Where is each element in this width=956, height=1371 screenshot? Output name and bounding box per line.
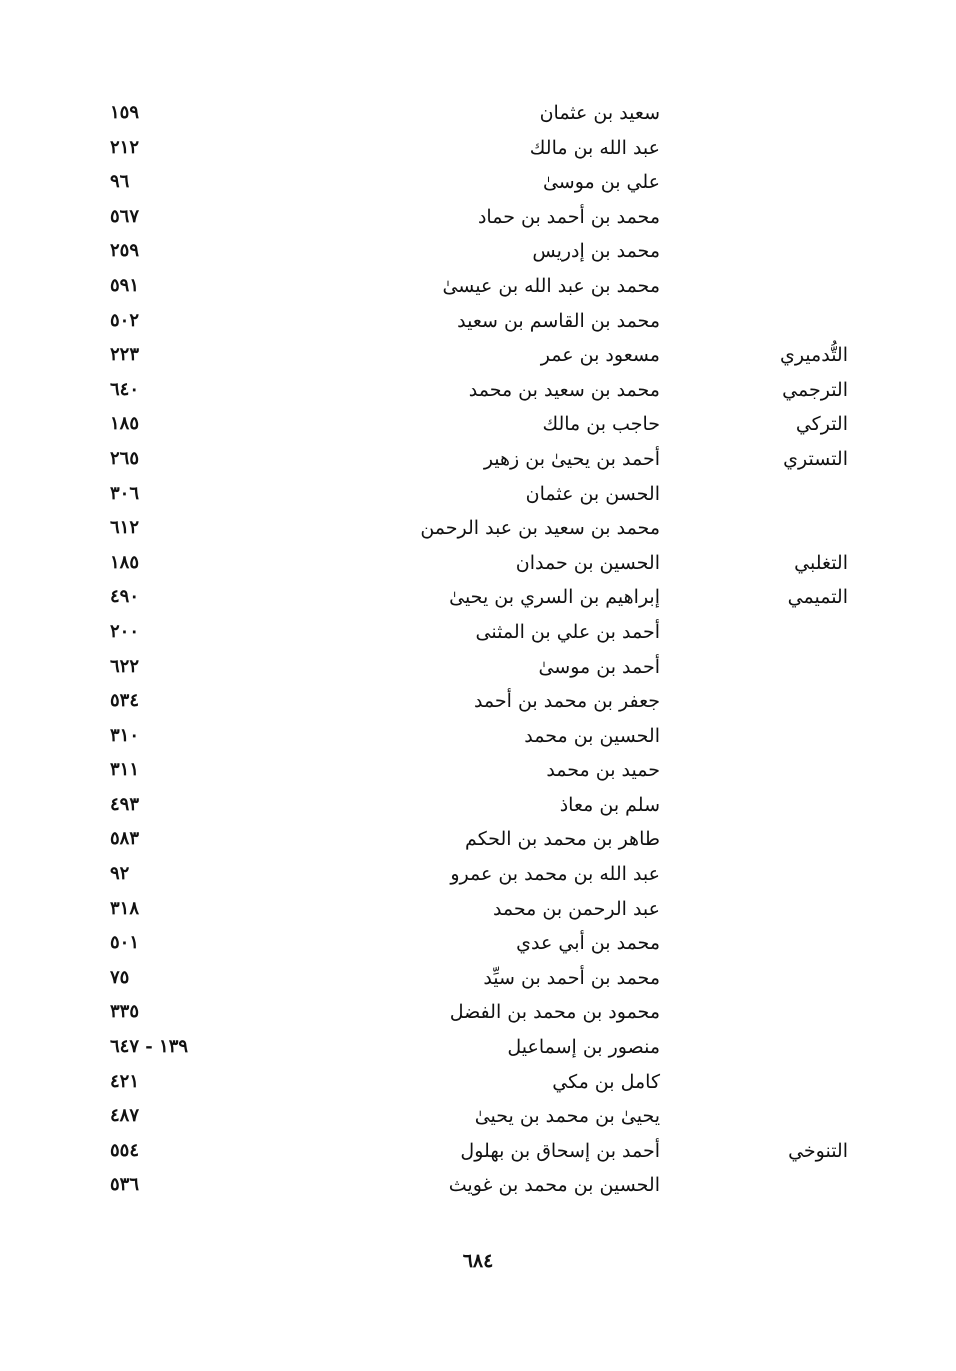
page-reference: ٣١٨ <box>110 897 140 919</box>
index-entry <box>0 96 956 131</box>
person-name: مسعود بن عمر <box>540 344 660 367</box>
index-entry <box>0 1099 956 1134</box>
page-reference: ١٨٥ <box>110 551 140 573</box>
index-entry <box>0 338 956 373</box>
index-entry <box>0 650 956 685</box>
person-name: الحسين بن حمدان <box>515 551 660 574</box>
person-name: أحمد بن موسىٰ <box>538 655 660 678</box>
page-reference: ٦٢٢ <box>110 655 140 677</box>
page-reference: ٩٦ <box>110 171 130 193</box>
page-reference: ١٨٥ <box>110 413 140 435</box>
page-reference: ٥٦٧ <box>110 205 140 227</box>
index-entry <box>0 719 956 754</box>
person-name: محمد بن سعيد بن محمد <box>468 378 660 401</box>
index-entry <box>0 407 956 442</box>
index-entry <box>0 684 956 719</box>
person-name: محمد بن أبي عدي <box>516 932 660 955</box>
page-reference: ١٣٩ - ٦٤٧ <box>110 1036 189 1058</box>
page-reference: ٦١٢ <box>110 517 140 539</box>
person-name: حاجب بن مالك <box>542 413 660 436</box>
page-reference: ٣١١ <box>110 759 140 781</box>
page-number: ٦٨٤ <box>462 1250 494 1272</box>
nisba-label: التميمي <box>787 586 848 609</box>
person-name: سلم بن معاذ <box>559 793 660 816</box>
index-entry <box>0 857 956 892</box>
index-entry <box>0 615 956 650</box>
index-entry <box>0 1134 956 1169</box>
index-entry <box>0 546 956 581</box>
nisba-label: الترجمي <box>782 378 848 401</box>
person-name: أحمد بن إسحاق بن بهلول <box>460 1139 660 1162</box>
name-index-list <box>0 96 956 1203</box>
person-name: محمد بن أحمد بن حماد <box>477 205 660 228</box>
person-name: محمد بن سعيد بن عبد الرحمن <box>420 517 660 540</box>
person-name: سعيد بن عثمان <box>539 102 660 124</box>
person-name: محمد بن القاسم بن سعيد <box>457 309 660 332</box>
person-name: الحسن بن عثمان <box>525 482 660 505</box>
index-entry <box>0 1030 956 1065</box>
page-reference: ٥٠٢ <box>110 309 140 331</box>
index-entry <box>0 165 956 200</box>
page-reference: ٣٠٦ <box>110 482 140 504</box>
page-reference: ٢٦٥ <box>110 447 140 469</box>
nisba-label: التنوخي <box>788 1139 848 1162</box>
index-entry <box>0 442 956 477</box>
page-reference: ٥٨٣ <box>110 828 140 850</box>
index-entry <box>0 269 956 304</box>
index-entry <box>0 477 956 512</box>
person-name: أحمد بن يحيىٰ بن زهير <box>483 447 660 470</box>
index-entry <box>0 304 956 339</box>
index-entry <box>0 131 956 166</box>
person-name: كامل بن مكي <box>552 1070 660 1093</box>
person-name: منصور بن إسماعيل <box>507 1036 660 1059</box>
person-name: الحسين بن محمد <box>524 724 660 747</box>
page-reference: ٥٣٦ <box>110 1174 140 1196</box>
page-reference: ٥٩١ <box>110 274 140 296</box>
page-reference: ٢٢٣ <box>110 344 140 366</box>
page-reference: ٤٩٣ <box>110 793 140 815</box>
person-name: أحمد بن علي بن المثنى <box>475 620 660 643</box>
page-reference: ٥٠١ <box>110 932 140 954</box>
page-reference: ٤٢١ <box>110 1070 140 1092</box>
index-entry <box>0 1168 956 1203</box>
page-reference: ٢٥٩ <box>110 240 140 262</box>
person-name: عبد الله بن مالك <box>529 136 660 159</box>
index-entry <box>0 995 956 1030</box>
nisba-label: التُّدميري <box>779 344 848 367</box>
page-reference: ٤٨٧ <box>110 1105 140 1127</box>
index-entry <box>0 788 956 823</box>
page-reference: ٢٠٠ <box>110 620 140 642</box>
nisba-label: التغلبي <box>794 551 848 574</box>
page-reference: ٧٥ <box>110 966 130 988</box>
person-name: يحيىٰ بن محمد بن يحيىٰ <box>474 1105 660 1128</box>
index-entry <box>0 511 956 546</box>
index-entry <box>0 234 956 269</box>
person-name: محمد بن إدريس <box>532 240 660 263</box>
page-reference: ٤٩٠ <box>110 586 140 608</box>
index-entry <box>0 822 956 857</box>
person-name: جعفر بن محمد بن أحمد <box>473 690 660 713</box>
index-entry <box>0 753 956 788</box>
page-reference: ٣٣٥ <box>110 1001 140 1023</box>
page-reference: ٣١٠ <box>110 724 140 746</box>
index-entry <box>0 200 956 235</box>
person-name: عبد الرحمن بن محمد <box>492 897 660 920</box>
person-name: طاهر بن محمد بن الحكم <box>465 828 660 851</box>
page-reference: ٥٥٤ <box>110 1139 140 1161</box>
page-reference: ١٥٩ <box>110 102 140 123</box>
index-entry <box>0 892 956 927</box>
person-name: محمد بن أحمد بن سيِّد <box>483 966 660 989</box>
page-reference: ٦٤٠ <box>110 378 140 400</box>
page-reference: ٥٣٤ <box>110 690 140 712</box>
nisba-label: التستري <box>783 447 848 470</box>
person-name: عبد الله بن محمد بن عمرو <box>450 863 660 886</box>
index-entry <box>0 373 956 408</box>
person-name: الحسين بن محمد بن غويث <box>448 1174 660 1197</box>
index-entry <box>0 1065 956 1100</box>
person-name: محمود بن محمد بن الفضل <box>449 1001 660 1024</box>
person-name: محمد بن عبد الله بن عيسىٰ <box>442 274 660 297</box>
person-name: إبراهيم بن السري بن يحيىٰ <box>449 586 660 609</box>
page-reference: ٢١٢ <box>110 136 140 158</box>
index-entry <box>0 580 956 615</box>
index-entry <box>0 926 956 961</box>
index-entry <box>0 961 956 996</box>
page-reference: ٩٢ <box>110 863 130 885</box>
nisba-label: التركي <box>795 413 848 436</box>
person-name: علي بن موسىٰ <box>542 171 660 194</box>
person-name: حميد بن محمد <box>546 759 660 782</box>
